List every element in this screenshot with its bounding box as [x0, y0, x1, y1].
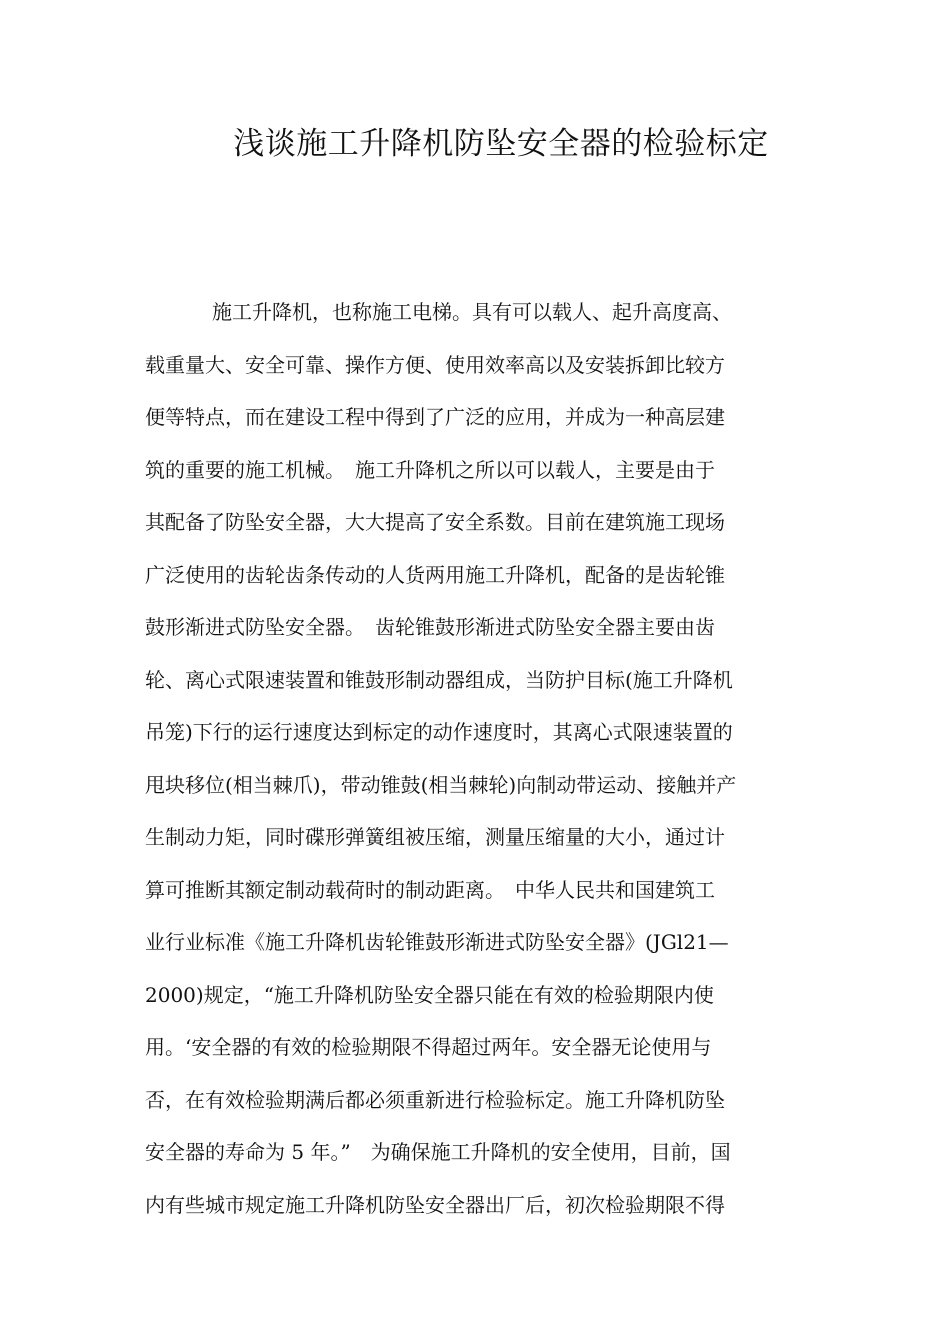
body-line: 其配备了防坠安全器，大大提高了安全系数。目前在建筑施工现场	[145, 510, 725, 534]
document-title: 浅谈施工升降机防坠安全器的检验标定	[233, 126, 769, 162]
body-line: 施工升降机，也称施工电梯。具有可以载人、起升高度高、	[212, 300, 732, 324]
body-line: 2000)规定，“施工升降机防坠安全器只能在有效的检验期限内使	[145, 982, 714, 1007]
body-line: 生制动力矩，同时碟形弹簧组被压缩，测量压缩量的大小，通过计	[145, 825, 725, 849]
body-line: 安全器的寿命为 5 年。” 为确保施工升降机的安全使用，目前，国	[145, 1140, 731, 1164]
body-line: 便等特点，而在建设工程中得到了广泛的应用，并成为一种高层建	[145, 405, 725, 429]
body-line: 否，在有效检验期满后都必须重新进行检验标定。施工升降机防坠	[145, 1087, 725, 1112]
body-line: 鼓形渐进式防坠安全器。 齿轮锥鼓形渐进式防坠安全器主要由齿	[145, 615, 715, 639]
body-line: 算可推断其额定制动载荷时的制动距离。 中华人民共和国建筑工	[145, 877, 715, 902]
body-line: 吊笼)下行的运行速度达到标定的动作速度时，其离心式限速装置的	[145, 720, 733, 744]
body-line: 内有些城市规定施工升降机防坠安全器出厂后，初次检验期限不得	[145, 1192, 725, 1217]
document-body	[145, 286, 813, 1231]
body-line: 筑的重要的施工机械。 施工升降机之所以可以载人，主要是由于	[145, 457, 715, 482]
body-line: 业行业标准《施工升降机齿轮锥鼓形渐进式防坠安全器》(JGl21—	[145, 930, 729, 954]
body-line: 载重量大、安全可靠、操作方便、使用效率高以及安装拆卸比较方	[145, 352, 725, 377]
body-line: 轮、离心式限速装置和锥鼓形制动器组成，当防护目标(施工升降机	[145, 667, 733, 692]
body-line: 甩块移位(相当棘爪)，带动锥鼓(相当棘轮)向制动带运动、接触并产	[145, 772, 737, 797]
body-line: 用。‘安全器的有效的检验期限不得超过两年。安全器无论使用与	[145, 1035, 712, 1059]
body-line: 广泛使用的齿轮齿条传动的人货两用施工升降机，配备的是齿轮锥	[145, 562, 725, 587]
